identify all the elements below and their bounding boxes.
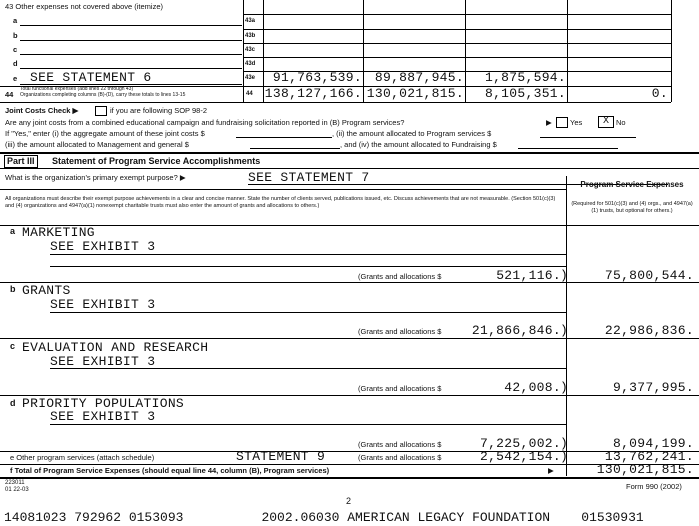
yes-checkbox[interactable] bbox=[556, 117, 568, 128]
row-43d-letter: d bbox=[13, 59, 18, 68]
joint-costs-question: Are any joint costs from a combined educational campaign and fundraising solicitation reported in (B) Program services? bbox=[5, 118, 405, 127]
program-f-total: 130,021,815. bbox=[596, 462, 694, 477]
row-43d-code: 43d bbox=[245, 61, 256, 67]
row-44-text-line1: Total functional expenses (add lines 22 through 43) bbox=[20, 86, 134, 92]
program-c-grants: 42,008. bbox=[504, 380, 561, 395]
total-arrow-icon: ▶ bbox=[548, 466, 554, 475]
row-44-total: 138,127,166. bbox=[264, 86, 362, 101]
program-e-paren: ) bbox=[560, 449, 569, 464]
row-44-text-line2: Organizations completing columns (B)-(D), carry these totals to lines 13-15 bbox=[20, 92, 186, 98]
joint-costs-sop-text: if you are following SOP 98-2 bbox=[110, 106, 207, 115]
program-b-grants-label: (Grants and allocations $ bbox=[358, 327, 442, 336]
joint-costs-label: Joint Costs Check ▶ bbox=[5, 106, 79, 115]
row-43e-total: 91,763,539. bbox=[272, 70, 362, 85]
part-iii-instructions: All organizations must describe their exempt purpose achievements in a clear and concise manner. State the number of clients served, publications issued, etc. Discuss achievements that are not measurable. (Section 501(c)(3) and (4) organizations and 4947(a)(1) nonexempt charitable trusts must also enter the amount of grants and allocations to others.) bbox=[5, 196, 556, 209]
footer-code-2: 01 22-03 bbox=[5, 487, 29, 493]
program-d-sub: SEE EXHIBIT 3 bbox=[50, 409, 156, 424]
form-label: Form 990 (2002) bbox=[626, 482, 682, 491]
row-44-number: 44 bbox=[5, 90, 14, 99]
row-43e-program: 89,887,945. bbox=[374, 70, 464, 85]
program-b-sub: SEE EXHIBIT 3 bbox=[50, 297, 156, 312]
program-c-paren: ) bbox=[560, 380, 569, 395]
row-43c-code: 43c bbox=[245, 47, 256, 53]
row-43b-letter: b bbox=[13, 31, 18, 40]
no-checkbox[interactable]: X bbox=[598, 116, 614, 128]
footer-code-1: 223011 bbox=[5, 480, 25, 486]
joint-costs-management: (iii) the amount allocated to Management and general $ bbox=[5, 140, 189, 149]
program-f-label: f Total of Program Service Expenses (should equal line 44, column (B), Program services) bbox=[10, 466, 330, 475]
bottom-id-line: 14081023 792962 0153093 2002.06030 AMERICAN LEGACY FOUNDATION 01530931 bbox=[4, 510, 644, 525]
program-a-expenses: 75,800,544. bbox=[604, 268, 694, 283]
program-c-name: EVALUATION AND RESEARCH bbox=[22, 340, 209, 355]
program-e-statement: STATEMENT 9 bbox=[236, 449, 326, 464]
program-b-name: GRANTS bbox=[22, 283, 71, 298]
row-44-management: 8,105,351. bbox=[484, 86, 566, 101]
page-number: 2 bbox=[346, 496, 352, 506]
row-43a-code: 43a bbox=[245, 18, 256, 24]
row-43a-letter: a bbox=[13, 16, 18, 25]
joint-costs-program: , (ii) the amount allocated to Program services $ bbox=[332, 129, 492, 138]
joint-costs-aggregate: If "Yes," enter (i) the aggregate amount of these joint costs $ bbox=[5, 129, 205, 138]
row-43c-letter: c bbox=[13, 45, 18, 54]
program-a-grants: 521,116. bbox=[496, 268, 561, 283]
program-a-paren: ) bbox=[560, 268, 569, 283]
program-b-letter: b bbox=[10, 284, 16, 294]
part-iii-badge: Part III bbox=[4, 155, 38, 168]
line-43-label: 43 Other expenses not covered above (itemize) bbox=[5, 2, 164, 11]
program-d-expenses: 8,094,199. bbox=[612, 436, 694, 451]
row-44-code: 44 bbox=[246, 91, 253, 97]
program-d-name: PRIORITY POPULATIONS bbox=[22, 396, 185, 411]
program-a-grants-label: (Grants and allocations $ bbox=[358, 272, 442, 281]
primary-purpose-answer: SEE STATEMENT 7 bbox=[248, 170, 370, 185]
program-e-grants-label: (Grants and allocations $ bbox=[358, 453, 442, 462]
program-a-name: MARKETING bbox=[22, 225, 95, 240]
row-44-fundraising: 0. bbox=[651, 86, 668, 101]
primary-purpose-question: What is the organization's primary exempt purpose? ▶ bbox=[5, 173, 186, 182]
row-44-program: 130,021,815. bbox=[366, 86, 464, 101]
program-e-expenses: 13,762,241. bbox=[604, 449, 694, 464]
program-service-expenses-heading: Program Service Expenses bbox=[580, 180, 684, 189]
arrow-icon: ▶ bbox=[546, 118, 552, 127]
program-a-sub: SEE EXHIBIT 3 bbox=[50, 239, 156, 254]
program-c-grants-label: (Grants and allocations $ bbox=[358, 384, 442, 393]
row-43e-code: 43e bbox=[245, 75, 256, 81]
program-b-grants: 21,866,846. bbox=[471, 323, 561, 338]
joint-costs-fundraising: , and (iv) the amount allocated to Fundraising $ bbox=[340, 140, 497, 149]
row-43e-management: 1,875,594. bbox=[484, 70, 566, 85]
program-service-expenses-note: (Required for 501(c)(3) and (4) orgs., and 4947(a)(1) trusts, but optional for others.) bbox=[571, 201, 693, 214]
program-c-letter: c bbox=[10, 341, 16, 351]
program-d-grants-label: (Grants and allocations $ bbox=[358, 440, 442, 449]
program-e-grants: 2,542,154. bbox=[479, 449, 561, 464]
program-a-letter: a bbox=[10, 226, 16, 236]
program-d-grants: 7,225,002. bbox=[479, 436, 561, 451]
part-iii-title: Statement of Program Service Accomplishments bbox=[52, 156, 261, 166]
program-b-paren: ) bbox=[560, 323, 569, 338]
yes-label: Yes bbox=[570, 118, 583, 127]
joint-costs-checkbox[interactable] bbox=[95, 106, 107, 116]
program-d-letter: d bbox=[10, 398, 16, 408]
row-43e-text: SEE STATEMENT 6 bbox=[30, 70, 152, 85]
program-d-paren: ) bbox=[560, 436, 569, 451]
program-c-sub: SEE EXHIBIT 3 bbox=[50, 354, 156, 369]
no-label: No bbox=[616, 118, 626, 127]
program-b-expenses: 22,986,836. bbox=[604, 323, 694, 338]
row-43b-code: 43b bbox=[245, 33, 256, 39]
row-43e-letter: e bbox=[13, 74, 18, 83]
program-c-expenses: 9,377,995. bbox=[612, 380, 694, 395]
program-e-label: e Other program services (attach schedule) bbox=[10, 453, 155, 462]
